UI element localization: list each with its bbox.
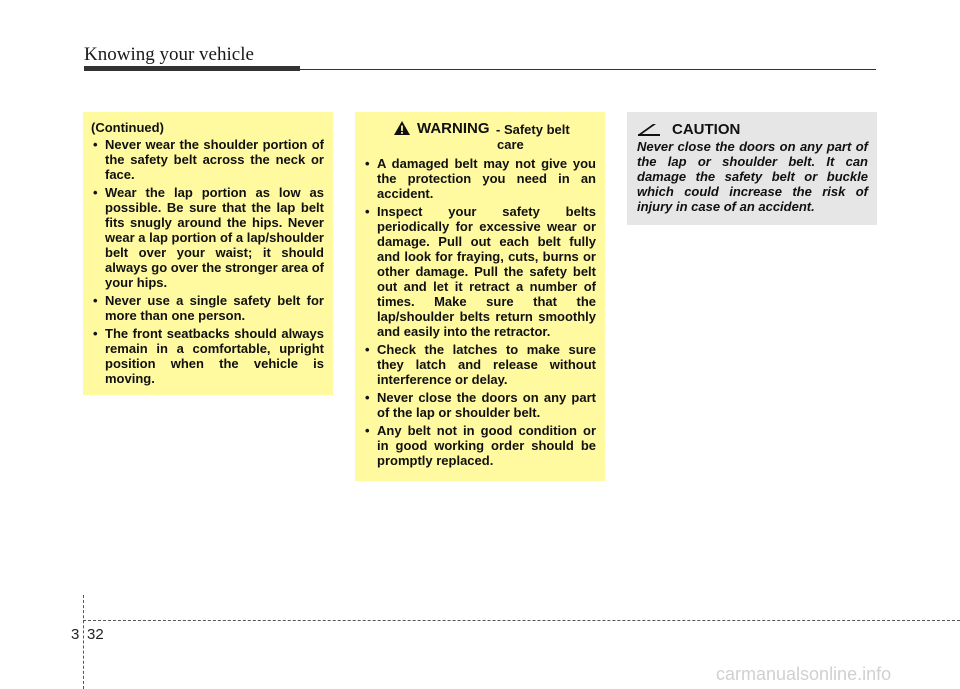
list-item: • Inspect your safety belts periodically for excessive wear or damage. Pull out each belt fully and look for fraying, cuts, burns or other damage. Pull the safety belt out and let it retract a number of times. Make sure that the lap/shoulder belts return smoothly and easily into the retractor.: [365, 204, 596, 339]
safety-belt-care-warning-box: [355, 112, 605, 481]
caution-text: Never close the doors on any part of the lap or shoulder belt. It can damage the safety belt or buckle which could increase the risk of injury in case of an accident.: [637, 139, 868, 214]
footer-vertical-rule: [83, 595, 84, 689]
header-rule-thick: [84, 66, 300, 71]
warning-triangle-icon: [393, 120, 411, 136]
left-bullet-list: [91, 137, 324, 386]
warning-label: WARNING: [417, 120, 490, 137]
list-item: • Check the latches to make sure they latch and release without interference or delay.: [365, 342, 596, 387]
list-item: • Never close the doors on any part of the lap or shoulder belt.: [365, 390, 596, 420]
continued-warning-box: [83, 112, 333, 395]
page-header-title: Knowing your vehicle: [84, 44, 254, 65]
continued-label: (Continued): [91, 120, 164, 135]
list-item: • A damaged belt may not give you the protection you need in an accident.: [365, 156, 596, 201]
watermark: carmanualsonline.info: [716, 664, 892, 684]
list-item: • Any belt not in good condition or in good working order should be promptly replaced.: [365, 423, 596, 468]
caution-slash-icon: [637, 123, 661, 136]
warning-subtitle-line2: care: [497, 137, 524, 152]
caution-heading: [637, 121, 868, 139]
warning-subtitle-line1: - Safety belt: [496, 122, 570, 137]
list-item: • The front seatbacks should always remain in a comfortable, upright position when the vehicle is moving.: [93, 326, 324, 386]
list-item: • Wear the lap portion as low as possible. Be sure that the lap belt fits snugly around the hips. Never wear a lap portion of a lap/shoulder belt over your waist; it should always go over the stronger area of your hips.: [93, 185, 324, 290]
section-number: 3: [71, 626, 80, 643]
header-rule-thin: [300, 69, 876, 70]
page-number: 32: [87, 626, 104, 643]
caution-box: [627, 112, 877, 225]
list-item: • Never use a single safety belt for more than one person.: [93, 293, 324, 323]
warning-bullet-list: [363, 156, 596, 468]
caution-label: CAUTION: [672, 121, 741, 138]
warning-heading: [363, 120, 596, 152]
footer-horizontal-rule: [83, 620, 960, 621]
list-item: • Never wear the shoulder portion of the safety belt across the neck or face.: [93, 137, 324, 182]
